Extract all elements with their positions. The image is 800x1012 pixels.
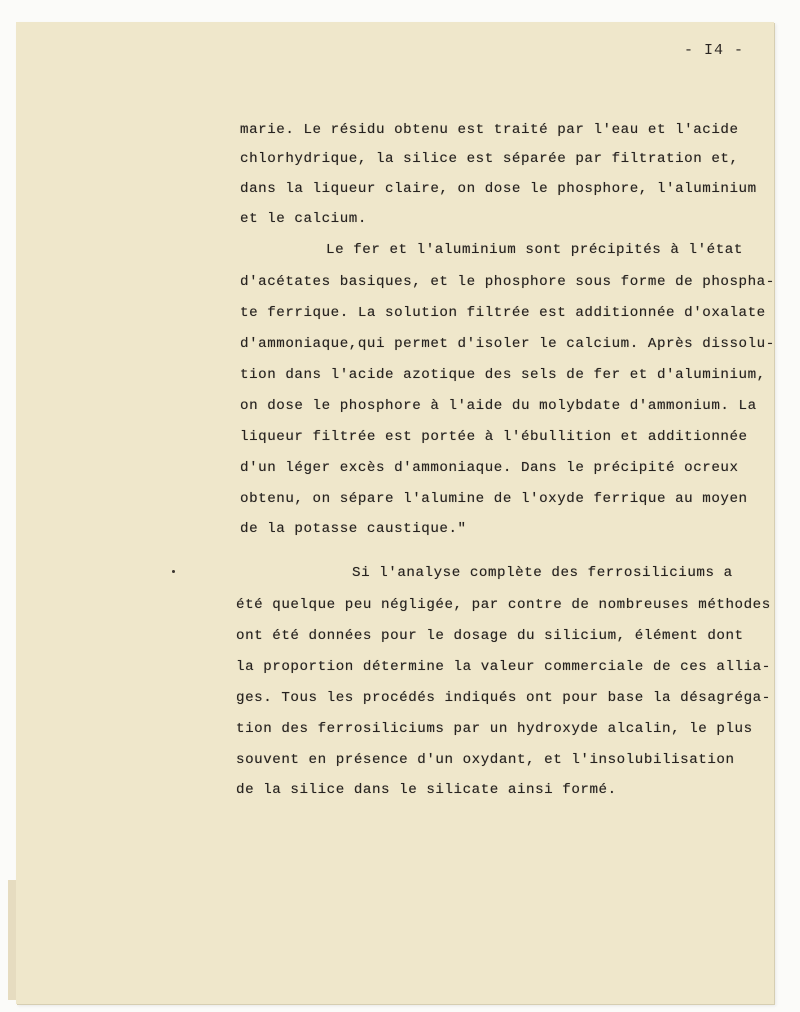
- text-line: marie. Le résidu obtenu est traité par l'eau et l'acide: [240, 122, 739, 138]
- text-line: obtenu, on sépare l'alumine de l'oxyde ferrique au moyen: [240, 491, 748, 507]
- text-line: d'un léger excès d'ammoniaque. Dans le précipité ocreux: [240, 460, 739, 476]
- text-line: et le calcium.: [240, 211, 367, 227]
- text-line: on dose le phosphore à l'aide du molybdate d'ammonium. La: [240, 398, 757, 414]
- text-line: liqueur filtrée est portée à l'ébullition et additionnée: [240, 429, 748, 445]
- text-line: la proportion détermine la valeur commerciale de ces allia-: [236, 659, 771, 675]
- text-line: Le fer et l'aluminium sont précipités à l'état: [326, 242, 743, 258]
- text-line: d'ammoniaque,qui permet d'isoler le calcium. Après dissolu-: [240, 336, 775, 352]
- text-line: dans la liqueur claire, on dose le phosphore, l'aluminium: [240, 181, 757, 197]
- text-line: d'acétates basiques, et le phosphore sous forme de phospha-: [240, 274, 775, 290]
- page-number: - I4 -: [683, 42, 744, 59]
- text-line: de la potasse caustique.": [240, 521, 467, 537]
- text-line: de la silice dans le silicate ainsi formé.: [236, 782, 617, 798]
- text-line: chlorhydrique, la silice est séparée par filtration et,: [240, 151, 739, 167]
- text-line: été quelque peu négligée, par contre de nombreuses méthodes: [236, 597, 771, 613]
- text-line: te ferrique. La solution filtrée est additionnée d'oxalate: [240, 305, 766, 321]
- text-line: Si l'analyse complète des ferrosiliciums a: [352, 565, 733, 581]
- text-line: tion des ferrosiliciums par un hydroxyde alcalin, le plus: [236, 721, 753, 737]
- typewritten-page: [16, 22, 774, 1004]
- text-line: tion dans l'acide azotique des sels de fer et d'aluminium,: [240, 367, 766, 383]
- ink-speck: [172, 570, 175, 573]
- text-line: ont été données pour le dosage du silicium, élément dont: [236, 628, 744, 644]
- text-line: ges. Tous les procédés indiqués ont pour base la désagréga-: [236, 690, 771, 706]
- text-line: souvent en présence d'un oxydant, et l'insolubilisation: [236, 752, 735, 768]
